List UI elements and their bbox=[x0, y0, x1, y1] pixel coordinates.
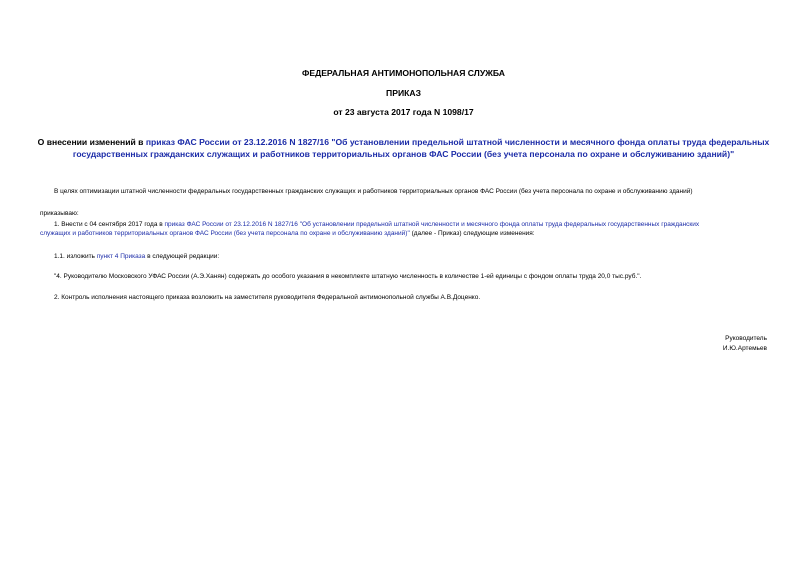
order-word: приказываю: bbox=[40, 210, 79, 217]
item-1-line-2 bbox=[40, 229, 535, 238]
preamble-text: В целях оптимизации штатной численности федеральных государственных гражданских служащих и работников территориальных органов ФАС России (без учета персонала по охране и обслуживанию зданий) bbox=[54, 188, 693, 195]
item-1-suffix: (далее - Приказ) следующие изменения: bbox=[409, 230, 535, 237]
item-1-1-prefix: 1.1. изложить bbox=[54, 253, 97, 260]
document-date-number: от 23 августа 2017 года N 1098/17 bbox=[333, 107, 474, 117]
item-2: 2. Контроль исполнения настоящего приказа возложить на заместителя руководителя Федеральной антимонопольной службы А.В.Доценко. bbox=[54, 294, 481, 301]
item-1-1-suffix: в следующей редакции: bbox=[145, 253, 220, 260]
title-link-amended-order[interactable]: приказ ФАС России от 23.12.2016 N 1827/16 "Об установлении предельной штатной численности и месячного фонда оплаты труда федеральных государственных гражданских служащих и работников территориальных органов ФАС России (без учета персонала по охране и обслуживанию зданий)" bbox=[72, 137, 770, 159]
signatory-role: Руководитель bbox=[725, 335, 767, 342]
signatory-name: И.Ю.Артемьев bbox=[722, 345, 767, 352]
title-prefix: О внесении изменений в bbox=[37, 137, 146, 147]
item-1-prefix: 1. Внести с 04 сентября 2017 года в bbox=[54, 221, 165, 228]
agency-name: ФЕДЕРАЛЬНАЯ АНТИМОНОПОЛЬНАЯ СЛУЖБА bbox=[302, 68, 505, 78]
quoted-new-wording: "4. Руководителю Московского УФАС России (А.Э.Ханян) содержать до особого указания в некомплекте штатную численность в количестве 1-ей единицы с фондом оплаты труда 20,0 тыс.руб.". bbox=[54, 273, 642, 280]
item-1-1-link-point-4[interactable]: пункт 4 Приказа bbox=[96, 253, 146, 260]
item-1-link-part-b[interactable]: служащих и работников территориальных органов ФАС России (без учета персонала по охране и обслуживанию зданий)" bbox=[40, 230, 410, 237]
document-type: ПРИКАЗ bbox=[386, 88, 421, 98]
item-1-1 bbox=[54, 252, 219, 261]
item-1-link-part-a[interactable]: приказ ФАС России от 23.12.2016 N 1827/16 "Об установлении предельной штатной численности и месячного фонда оплаты труда федеральных государственных гражданских bbox=[164, 221, 700, 228]
document-title bbox=[30, 136, 777, 160]
item-1-line-1 bbox=[54, 220, 699, 229]
